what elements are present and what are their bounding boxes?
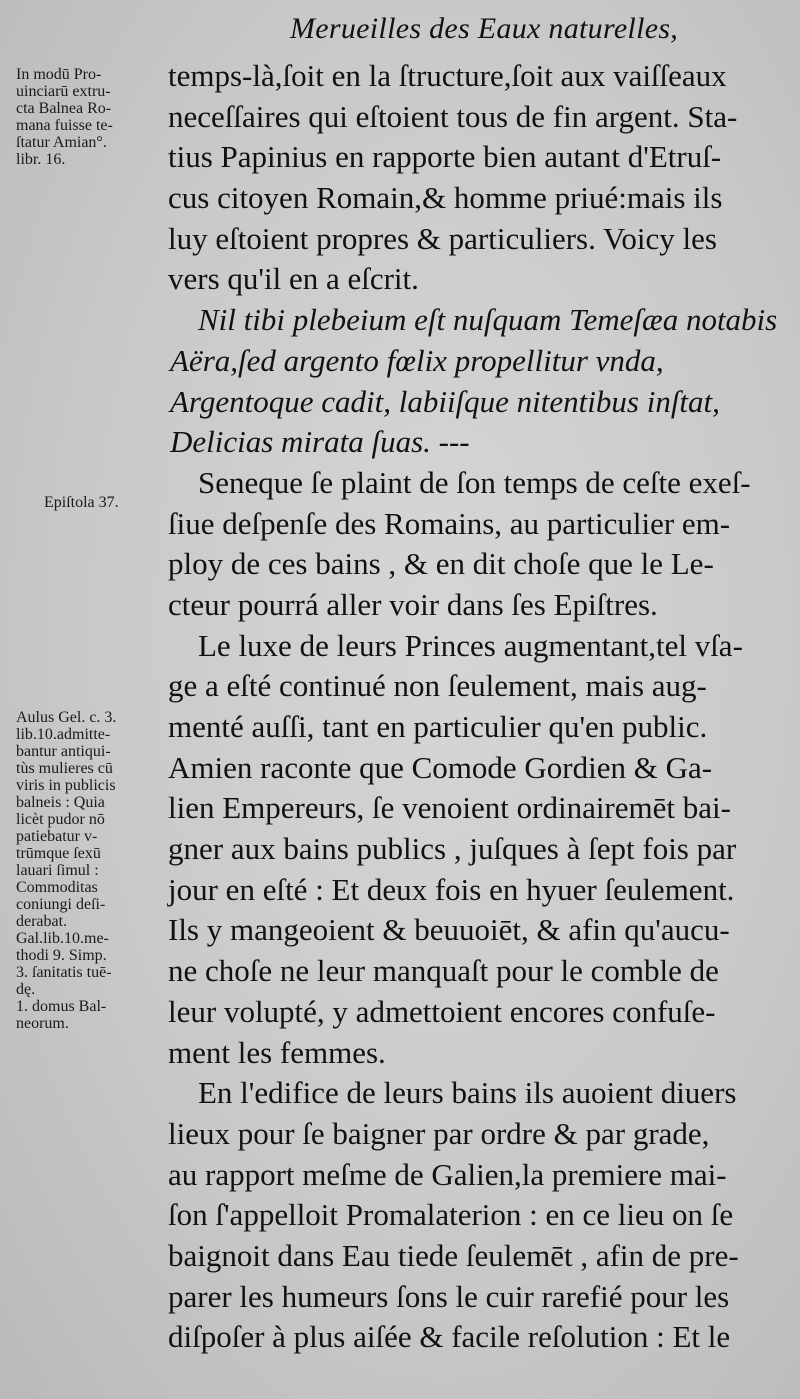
margin-note-line: derabat. (16, 913, 68, 930)
text-line: baignoit dans Eau tiede ſeulemēt , afin de pre- (168, 1237, 739, 1273)
text-line: ſiue deſpenſe des Romains, au particulier em- (168, 505, 731, 541)
margin-note-line: balneis : Quia (16, 794, 105, 811)
margin-note-1 (16, 66, 166, 168)
verse-line: Nil tibi plebeium eſt nuſquam Temeſæa notabis (198, 302, 778, 338)
margin-note-line: viris in publicis (16, 777, 116, 794)
margin-note-line: trūmque ſexū (16, 845, 101, 862)
text-line: Ils y mangeoient & beuuoiēt, & afin qu'aucu- (168, 912, 730, 948)
text-line: lieux pour ſe baigner par ordre & par grade, (168, 1115, 710, 1151)
margin-note-line: Commoditas (16, 879, 98, 896)
verse-line: Aëra,ſed argento fœlix propellitur vnda, (170, 342, 664, 378)
margin-note-line: tùs mulieres cū (16, 760, 113, 777)
text-line: menté auſſi, tant en particulier qu'en public. (168, 709, 708, 744)
text-line: luy eſtoient propres & particuliers. Voicy les (168, 220, 717, 256)
text-line: parer les humeurs ſons le cuir rarefié pour les (168, 1278, 730, 1314)
margin-note-line: lauari ſimul : (16, 862, 99, 879)
margin-note-line: Epiſtola 37. (44, 494, 119, 511)
text-line: Seneque ſe plaint de ſon temps de ceſte exeſ- (198, 464, 751, 500)
text-line: leur volupté, y admettoient encores confuſe- (168, 993, 716, 1029)
main-text-block (168, 56, 778, 1358)
text-line: cteur pourrá aller voir dans ſes Epiſtres. (168, 586, 658, 622)
margin-note-line: patiebatur v- (16, 828, 98, 845)
margin-note-3 (16, 709, 166, 1032)
margin-note-line: dę. (16, 981, 36, 998)
text-line: tius Papinius en rapporte bien autant d'Etruſ- (168, 139, 722, 175)
text-line: ge a eſté continué non ſeulement, mais aug- (168, 668, 707, 704)
margin-note-line: libr. 16. (16, 151, 66, 168)
text-line: Amien raconte que Comode Gordien & Ga- (168, 749, 713, 785)
text-line: ploy de ces bains , & en dit choſe que le Le- (168, 546, 714, 582)
margin-note-line: cta Balnea Ro- (16, 100, 112, 117)
margin-note-line: thodi 9. Simp. (16, 947, 107, 964)
verse-line: Argentoque cadit, labiiſque nitentibus inſtat, (170, 383, 720, 419)
text-line: cus citoyen Romain,& homme priué:mais ils (168, 180, 723, 216)
text-line: ſon ſ'appelloit Promalaterion : en ce lieu on ſe (168, 1197, 734, 1233)
margin-note-line: In modū Pro- (16, 66, 102, 83)
margin-note-line: 1. domus Bal- (16, 998, 107, 1015)
text-line: lien Empereurs, ſe venoient ordinairemēt bai- (168, 790, 731, 826)
margin-note-line: ſtatur Amian°. (16, 134, 107, 151)
text-line: gner aux bains publics , juſques à ſept fois par (168, 831, 737, 867)
text-line: En l'edifice de leurs bains ils auoient diuers (198, 1075, 737, 1111)
text-line: ment les femmes. (168, 1034, 386, 1070)
text-line: ne choſe ne leur manquaſt pour le comble de (168, 953, 719, 989)
text-line: diſpoſer à plus aiſée & facile reſolution : Et le (168, 1319, 731, 1355)
margin-note-line: lib.10.admitte- (16, 726, 111, 743)
verse-line: Delicias mirata ſuas. --- (170, 424, 470, 460)
text-line: vers qu'il en a eſcrit. (168, 261, 419, 297)
margin-note-line: bantur antiqui- (16, 743, 111, 760)
text-line: neceſſaires qui eſtoient tous de fin argent. Sta- (168, 98, 738, 134)
text-line: jour en eſté : Et deux fois en hyuer ſeulement. (168, 871, 735, 907)
margin-note-line: Aulus Gel. c. 3. (16, 709, 117, 726)
text-line: au rapport meſme de Galien,la premiere mai- (168, 1156, 727, 1192)
text-line: Le luxe de leurs Princes augmentant,tel vſa- (198, 627, 743, 663)
margin-note-line: mana fuisse te- (16, 117, 113, 134)
margin-note-line: 3. ſanitatis tuē- (16, 964, 112, 981)
margin-note-line: Gal.lib.10.me- (16, 930, 109, 947)
margin-note-line: uinciarū extru- (16, 83, 111, 100)
running-header: Merueilles des Eaux naturelles, (290, 12, 679, 45)
margin-note-line: licèt pudor nō (16, 811, 105, 828)
text-line: temps-là,ſoit en la ſtructure,ſoit aux vaiſſeaux (168, 58, 727, 93)
margin-note-line: neorum. (16, 1015, 69, 1032)
margin-note-line: coniungi deſi- (16, 896, 106, 913)
